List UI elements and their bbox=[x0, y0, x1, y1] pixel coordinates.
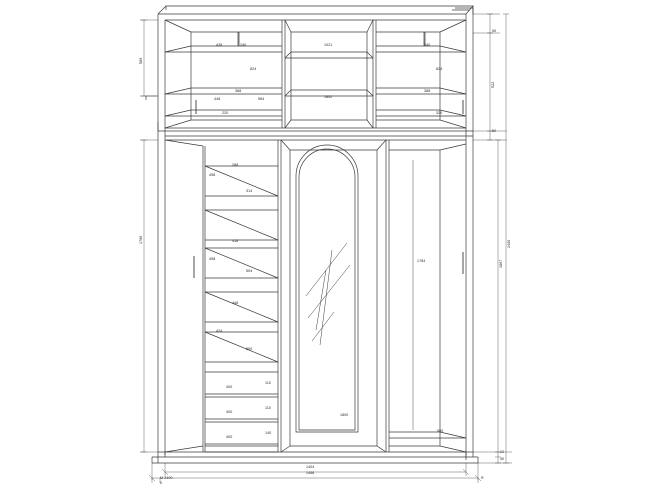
drawer-label-400-1: 400 bbox=[226, 385, 233, 389]
lower-left-shelf-2-persp bbox=[205, 210, 278, 240]
upper-left-label-388: 388 bbox=[235, 89, 242, 93]
mirror-highlight-3 bbox=[312, 312, 334, 341]
upper-right-shelf-2-persp bbox=[440, 46, 466, 52]
upper-left-label-438: 438 bbox=[216, 43, 223, 47]
drawer-label-140: 140 bbox=[265, 431, 272, 435]
lower-left-shelf-5-persp bbox=[205, 329, 278, 362]
upper-center-shelf3-persp-l bbox=[285, 90, 291, 96]
upper-right-shelf-3-persp bbox=[440, 88, 466, 94]
right-section-persp-bottom bbox=[440, 446, 466, 452]
dim-label-base-12: 12 bbox=[500, 450, 505, 454]
upper-left-label-220: 220 bbox=[222, 111, 229, 115]
lower-left-label-424: 424 bbox=[216, 329, 223, 333]
lower-left-label-448: 448 bbox=[232, 301, 239, 305]
upper-right-label-824: 824 bbox=[436, 67, 443, 71]
floor-note-right: R bbox=[481, 476, 484, 480]
right-section-label-500: 500 bbox=[437, 429, 444, 433]
lower-left-label-504: 504 bbox=[246, 269, 253, 273]
mirror-highlight-4 bbox=[320, 250, 332, 345]
dim-label-width-inner: 1404 bbox=[306, 465, 315, 469]
right-section-shelf-low-persp bbox=[440, 432, 466, 438]
dim-label-mid-gap: 50 bbox=[492, 129, 497, 133]
upper-center-persp-tr bbox=[367, 20, 373, 32]
carcass-top-perspective bbox=[158, 6, 473, 14]
upper-center-label-1802: 1802 bbox=[324, 95, 333, 99]
right-section-persp-top bbox=[440, 144, 466, 150]
dim-label-lower-height: 1867 bbox=[499, 259, 503, 268]
lower-left-label-314: 314 bbox=[246, 189, 253, 193]
lower-left-persp-bottom bbox=[165, 446, 203, 452]
dim-label-top-gap: 50 bbox=[492, 29, 497, 33]
mirror-door-persp-tr bbox=[377, 140, 386, 150]
lower-left-label-500: 500 bbox=[246, 347, 253, 351]
mirror-door-persp-br bbox=[377, 446, 386, 452]
mirror-highlight-5 bbox=[316, 270, 326, 330]
upper-right-persp-top bbox=[440, 20, 466, 32]
mirror-highlight-1 bbox=[306, 243, 347, 296]
upper-center-shelf2-persp-r bbox=[367, 52, 373, 58]
upper-right-label-320: 320 bbox=[436, 111, 443, 115]
upper-center-persp-tl bbox=[285, 20, 291, 32]
upper-right-label-388: 388 bbox=[424, 89, 431, 93]
upper-center-shelf3-persp-r bbox=[367, 90, 373, 96]
lower-left-label-498: 498 bbox=[209, 173, 216, 177]
upper-left-label-984: 984 bbox=[258, 97, 265, 101]
dim-label-base-40: 40 bbox=[500, 457, 505, 461]
lower-left-shelf-3-persp bbox=[205, 248, 278, 278]
upper-left-persp-top bbox=[165, 20, 191, 32]
lower-left-label-416: 416 bbox=[232, 239, 239, 243]
mirror-door-persp-tl bbox=[281, 140, 290, 150]
lower-left-shelf-1-persp bbox=[205, 163, 278, 196]
right-section-label-1784: 1784 bbox=[417, 259, 426, 263]
drawer-label-110-1: 110 bbox=[265, 381, 272, 385]
dim-label-overall-height: 2400 bbox=[507, 239, 511, 248]
floor-note-left: M 2400 bbox=[160, 476, 173, 480]
upper-center-persp-br bbox=[367, 120, 373, 128]
lower-left-persp-top bbox=[165, 140, 203, 146]
drawer-label-400-3: 400 bbox=[226, 435, 233, 439]
upper-right-shelf-4-persp bbox=[440, 110, 466, 116]
upper-left-shelf-3-persp bbox=[165, 88, 191, 94]
mirror-label-1800: 1800 bbox=[340, 413, 349, 417]
mirror-door-persp-bl bbox=[281, 446, 290, 452]
lower-left-label-288: 288 bbox=[232, 163, 239, 167]
drawer-label-110-2: 110 bbox=[265, 406, 272, 410]
lower-left-label-458: 458 bbox=[209, 257, 216, 261]
upper-right-persp-bottom bbox=[440, 120, 466, 128]
lower-left-shelf-4-persp bbox=[205, 292, 278, 322]
upper-left-shelf-2-persp bbox=[165, 46, 191, 52]
upper-left-label-448: 448 bbox=[214, 97, 221, 101]
drawer-label-400-2: 400 bbox=[226, 410, 233, 414]
upper-left-label-240: 240 bbox=[240, 43, 247, 47]
upper-right-label-240: 240 bbox=[424, 43, 431, 47]
upper-left-label-824: 824 bbox=[250, 67, 257, 71]
upper-left-persp-bottom bbox=[165, 120, 191, 128]
upper-center-persp-bl bbox=[285, 120, 291, 128]
dim-label-upper-height: 522 bbox=[491, 81, 495, 88]
upper-center-shelf2-persp-l bbox=[285, 52, 291, 58]
floor-note-bottom: 0 bbox=[160, 481, 163, 485]
dim-label-left-lower: 1766 bbox=[139, 235, 143, 244]
upper-left-shelf-4-persp bbox=[165, 110, 191, 116]
dim-label-left-upper: 589 bbox=[139, 57, 143, 64]
dim-label-width-outer: 1466 bbox=[306, 471, 315, 475]
upper-center-label-1021: 1021 bbox=[324, 43, 333, 47]
